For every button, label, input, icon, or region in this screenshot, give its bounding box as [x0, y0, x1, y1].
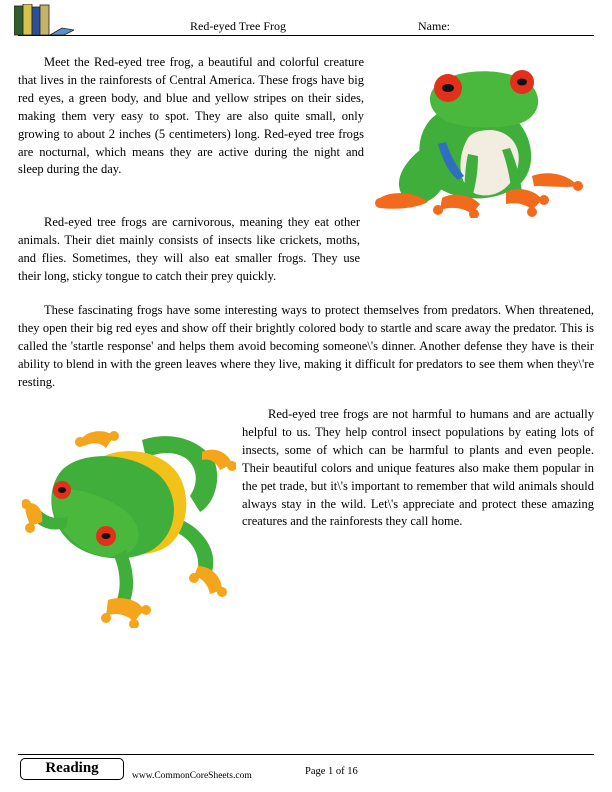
paragraph-diet-text: Red-eyed tree frogs are carnivorous, meaning they eat other animals. Their diet mainly consists of insects like crickets, moths, and flies. Sometimes, they will also eat smaller frogs. They use their long, sticky tongue to catch their prey quickly. — [18, 215, 360, 283]
footer-website: www.CommonCoreSheets.com — [132, 771, 252, 781]
paragraph-humans — [242, 406, 594, 531]
paragraph-humans-text: Red-eyed tree frogs are not harmful to humans and are actually helpful to us. They help control insect populations by eating lots of insects, some of which can be harmful to plants and even people. Their beautiful colors and unique features also make them popular in the pet trade, but it\'s important to remember that wild animals should always stay in the wild. Let\'s appreciate and protect these amazing creatures and the rainforests they call home. — [242, 407, 594, 529]
paragraph-diet — [18, 214, 594, 286]
page-title: Red-eyed Tree Frog — [190, 19, 286, 33]
header-divider — [18, 35, 594, 36]
paragraph-intro-text: Meet the Red-eyed tree frog, a beautiful and colorful creature that lives in the rainforests of Central America. These frogs have big red eyes, a green body, and blue and yellow stripes on their sides, making them very easy to spot. They are also quite small, only growing to about 2 inches (5 centimeters) long. Red-eyed tree frogs are nocturnal, which means they are active during the night and sleep during the day. — [18, 55, 364, 177]
paragraph-defense-text: These fascinating frogs have some interesting ways to protect themselves from predators. When threatened, they open their big red eyes and show off their brightly colored body to startle and scare away the predator. This is called the 'startle response' and helps them avoid becoming someone\'s dinner. Another defense they have is their ability to blend in with the green leaves where they live, making it difficult for predators to see them when they\'re resting. — [18, 303, 594, 389]
frog-photo-climbing — [22, 400, 236, 628]
paragraph-intro — [18, 54, 364, 179]
footer-divider — [18, 754, 594, 755]
name-label: Name: — [418, 19, 450, 33]
paragraph-defense — [18, 302, 594, 392]
books-logo-icon — [14, 4, 74, 36]
subject-badge: Reading — [20, 758, 124, 780]
page-header — [0, 0, 612, 40]
frog-photo-sitting — [372, 58, 584, 218]
page-number: Page 1 of 16 — [305, 766, 358, 777]
